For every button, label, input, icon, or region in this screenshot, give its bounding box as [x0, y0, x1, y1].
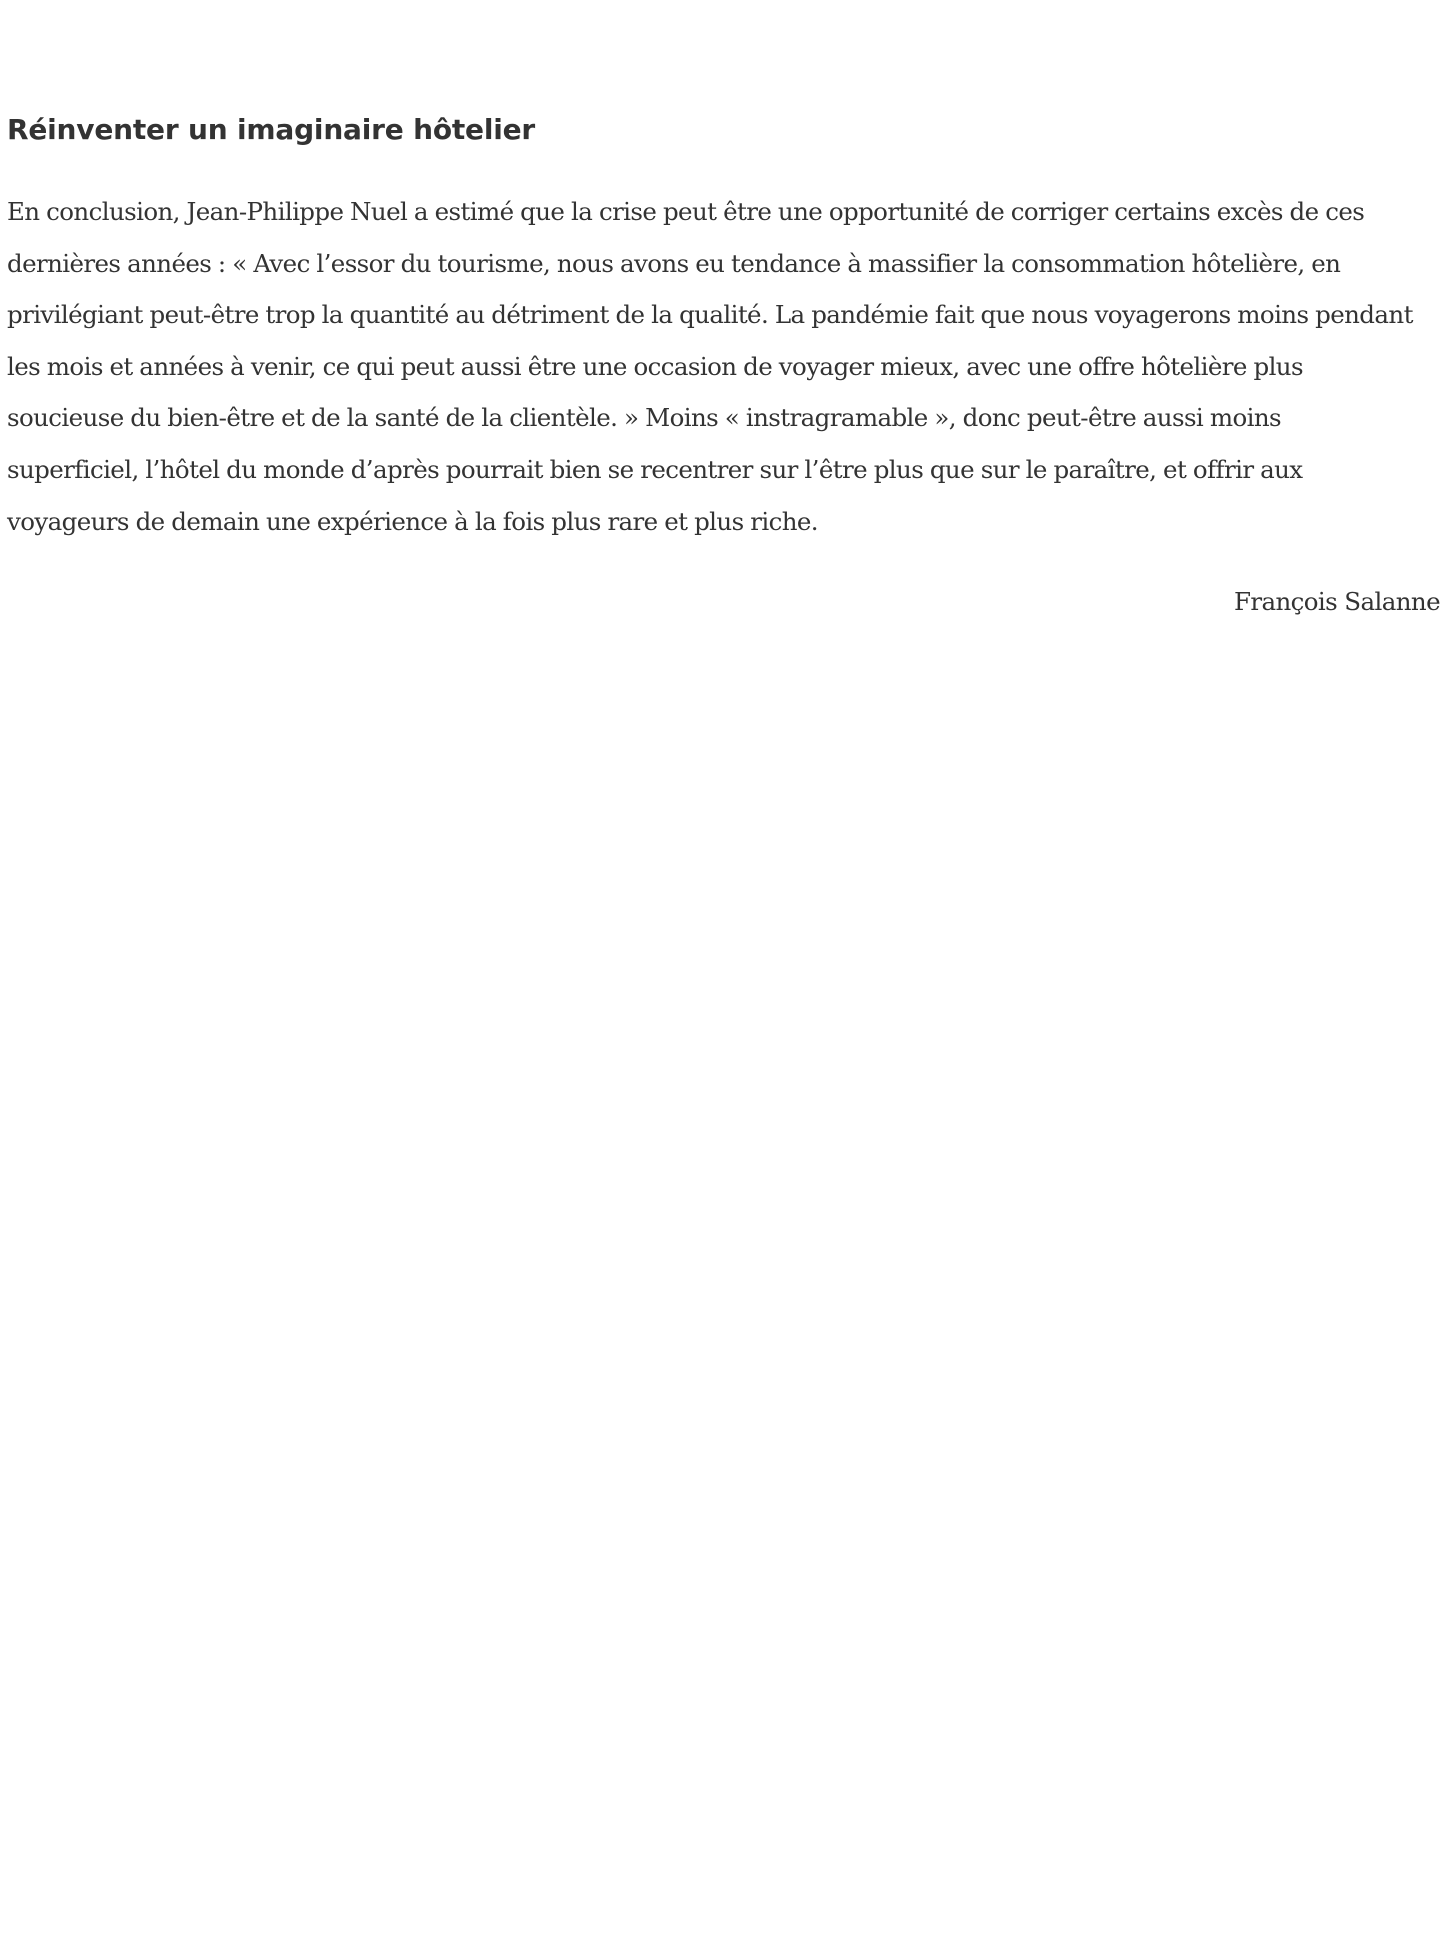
- section-title: Réinventer un imaginaire hôtelier: [7, 113, 536, 146]
- author-signature: François Salanne: [1233, 587, 1440, 616]
- article-paragraph: En conclusion, Jean-Philippe Nuel a estimé que la crise peut être une opportunité de corriger certains excès de ces dernières années : « Avec l’essor du tourisme, nous avons eu tendance à massifier la consommation hôtelière, en privilégiant peut-être trop la quantité au détriment de la qualité. La pandémie fait que nous voyagerons moins pendant les mois et années à venir, ce qui peut aussi être une occasion de voyager mieux, avec une offre hôtelière plus soucieuse du bien-être et de la santé de la clientèle. » Moins « instragramable », donc peut-être aussi moins superficiel, l’hôtel du monde d’après pourrait bien se recentrer sur l’être plus que sur le paraître, et offrir aux voyageurs de demain une expérience à la fois plus rare et plus riche.: [7, 197, 1413, 536]
